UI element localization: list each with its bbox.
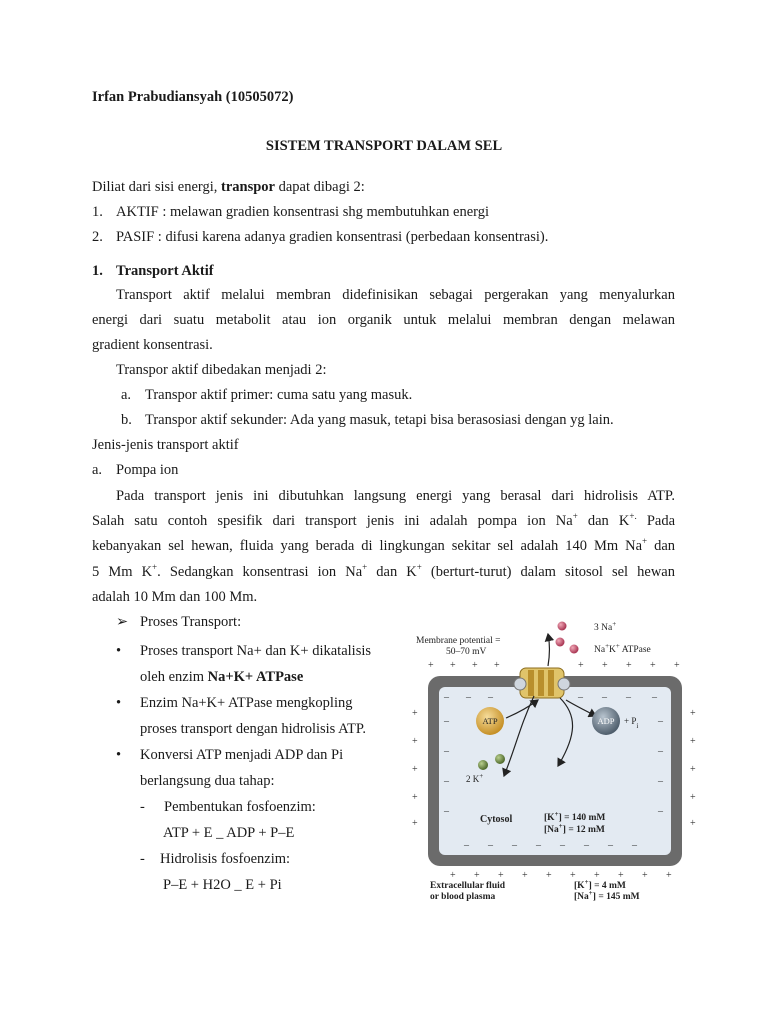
svg-text:–: – bbox=[444, 806, 449, 817]
proses-heading-text: Proses Transport: bbox=[140, 614, 242, 630]
step-text: Hidrolisis fosfoenzim: bbox=[160, 851, 291, 867]
paragraph-line: Transport aktif melalui membran didefinisikan sebagai pergerakan yang menyalurkan bbox=[116, 287, 675, 303]
svg-text:+: + bbox=[412, 764, 418, 775]
paragraph-line bbox=[92, 563, 675, 581]
text-run: kebanyakan sel hewan, fluida yang berada di lingkungan sekitar sel adalah 140 Mm Na bbox=[92, 538, 643, 554]
svg-text:+: + bbox=[690, 818, 696, 829]
step-item bbox=[140, 850, 290, 868]
pump-label: Na+K+ ATPase bbox=[594, 642, 651, 655]
svg-text:+: + bbox=[472, 660, 478, 671]
equation: ATP + E _ ADP + P–E bbox=[163, 825, 295, 841]
paragraph-line: Pada transport jenis ini dibutuhkan langsung energi yang berasal dari hidrolisis ATP. bbox=[116, 488, 675, 504]
atp-label: ATP bbox=[482, 716, 498, 726]
membrane-potential-value: 50–70 mV bbox=[446, 647, 487, 657]
subtype-text: Transpor aktif sekunder: Ada yang masuk, tetapi bisa berasosiasi dengan yg lain. bbox=[145, 412, 614, 428]
svg-text:–: – bbox=[466, 692, 471, 703]
svg-text:+: + bbox=[690, 708, 696, 719]
intro-post: dapat dibagi 2: bbox=[274, 179, 365, 195]
svg-text:–: – bbox=[578, 692, 583, 703]
svg-text:+: + bbox=[494, 660, 500, 671]
svg-text:–: – bbox=[512, 840, 517, 851]
bullet-item bbox=[116, 642, 371, 660]
enzyme-name: Na+K+ ATPase bbox=[207, 669, 304, 685]
step-item bbox=[140, 798, 316, 816]
bullet-icon: • bbox=[116, 747, 122, 763]
membrane-potential-label: Membrane potential = bbox=[416, 636, 501, 646]
svg-text:+: + bbox=[428, 660, 434, 671]
svg-text:+: + bbox=[666, 870, 672, 881]
svg-text:–: – bbox=[608, 840, 613, 851]
type-number: 2. bbox=[92, 229, 103, 245]
bullet-continuation: proses transport dengan hidrolisis ATP. bbox=[140, 721, 366, 737]
paragraph-line bbox=[92, 512, 675, 530]
svg-text:+: + bbox=[642, 870, 648, 881]
k-in-label: 2 K+ bbox=[466, 772, 484, 784]
svg-text:+: + bbox=[690, 792, 696, 803]
svg-text:+: + bbox=[546, 870, 552, 881]
section-heading-transport-aktif bbox=[92, 262, 214, 280]
type-text: PASIF : difusi karena adanya gradien konsentrasi (perbedaan konsentrasi). bbox=[116, 229, 549, 245]
superscript: + bbox=[152, 562, 158, 573]
svg-text:+: + bbox=[498, 870, 504, 881]
intro-pre: Diliat dari sisi energi, bbox=[92, 179, 221, 195]
outer-plus-signs-bottom bbox=[450, 870, 672, 881]
text-run: (berturt-turut) dalam sitosol sel hewan bbox=[421, 564, 675, 580]
svg-text:+: + bbox=[594, 870, 600, 881]
text-run: 5 Mm K bbox=[92, 564, 153, 580]
subtype-text: Transpor aktif primer: cuma satu yang masuk. bbox=[145, 387, 413, 403]
superscript: + bbox=[572, 511, 578, 522]
type-item-aktif bbox=[92, 203, 489, 221]
bullet-continuation bbox=[140, 668, 303, 686]
svg-text:+: + bbox=[674, 660, 680, 671]
svg-text:–: – bbox=[444, 716, 449, 727]
svg-text:–: – bbox=[584, 840, 589, 851]
intro-line bbox=[92, 178, 365, 196]
text-run: dan K bbox=[367, 564, 417, 580]
pompa-ion-item bbox=[92, 461, 178, 479]
bullet-item bbox=[116, 746, 343, 764]
bullet-continuation: berlangsung dua tahap: bbox=[140, 773, 275, 789]
svg-text:+: + bbox=[412, 708, 418, 719]
text-run: dan bbox=[647, 538, 675, 554]
svg-text:+: + bbox=[522, 870, 528, 881]
arrow-bullet-icon: ➢ bbox=[116, 614, 129, 630]
svg-text:–: – bbox=[652, 692, 657, 703]
superscript: +. bbox=[629, 511, 637, 522]
out-na-concentration: [Na+] = 145 mM bbox=[574, 889, 640, 902]
svg-text:–: – bbox=[602, 692, 607, 703]
subtype-letter: b. bbox=[121, 412, 132, 428]
svg-text:+: + bbox=[412, 736, 418, 747]
svg-text:–: – bbox=[488, 692, 493, 703]
na-out-label: 3 Na+ bbox=[594, 620, 617, 633]
pi-label: + $P_i$ bbox=[624, 716, 639, 730]
svg-text:–: – bbox=[658, 776, 663, 787]
out-k-concentration: [K+] = 4 mM bbox=[574, 878, 626, 891]
svg-text:–: – bbox=[626, 692, 631, 703]
item-letter: a. bbox=[92, 462, 103, 478]
svg-text:–: – bbox=[488, 840, 493, 851]
svg-text:+: + bbox=[626, 660, 632, 671]
intro-bold: transpor bbox=[221, 179, 275, 195]
subtype-item-sekunder bbox=[121, 411, 614, 429]
na-k-pump bbox=[514, 668, 570, 698]
jenis-heading: Jenis-jenis transport aktif bbox=[92, 437, 239, 453]
section-heading-text: Transport Aktif bbox=[116, 263, 214, 279]
svg-text:–: – bbox=[658, 746, 663, 757]
svg-text:+: + bbox=[578, 660, 584, 671]
superscript: + bbox=[362, 562, 368, 573]
bullet-item bbox=[116, 694, 352, 712]
adp-label: ADP bbox=[597, 716, 615, 726]
svg-text:+: + bbox=[618, 870, 624, 881]
type-number: 1. bbox=[92, 204, 103, 220]
svg-text:+: + bbox=[570, 870, 576, 881]
subtype-item-primer bbox=[121, 386, 412, 404]
svg-text:+: + bbox=[650, 660, 656, 671]
svg-text:–: – bbox=[464, 840, 469, 851]
text-run: Pada bbox=[636, 513, 675, 529]
bullet-icon: • bbox=[116, 643, 122, 659]
extracellular-label: Extracellular fluid bbox=[430, 881, 506, 891]
dash-icon: - bbox=[140, 851, 145, 867]
svg-text:+: + bbox=[690, 764, 696, 775]
in-na-concentration: [Na+] = 12 mM bbox=[544, 822, 605, 835]
bullet-text: Proses transport Na+ dan K+ dikatalisis bbox=[140, 643, 372, 659]
svg-text:–: – bbox=[444, 776, 449, 787]
svg-text:+: + bbox=[450, 660, 456, 671]
paragraph-line bbox=[92, 537, 675, 555]
paragraph-line: gradient konsentrasi. bbox=[92, 337, 213, 353]
superscript: + bbox=[642, 536, 648, 547]
blood-plasma-label: or blood plasma bbox=[430, 892, 496, 902]
document-title: SISTEM TRANSPORT DALAM SEL bbox=[265, 138, 503, 154]
svg-text:–: – bbox=[658, 716, 663, 727]
k-ion bbox=[495, 754, 505, 764]
svg-text:+: + bbox=[412, 818, 418, 829]
svg-text:–: – bbox=[632, 840, 637, 851]
bullet-icon: • bbox=[116, 695, 122, 711]
bullet-text: Enzim Na+K+ ATPase mengkopling bbox=[140, 695, 353, 711]
svg-text:–: – bbox=[444, 746, 449, 757]
subtype-letter: a. bbox=[121, 387, 132, 403]
text-run: dan K bbox=[577, 513, 630, 529]
type-item-pasif bbox=[92, 228, 548, 246]
proses-heading bbox=[116, 613, 241, 631]
text-run: Salah satu contoh spesifik dari transport jenis ini adalah pompa ion Na bbox=[92, 513, 573, 529]
na-ions-outside bbox=[556, 622, 579, 654]
text-run: . Sedangkan konsentrasi ion Na bbox=[157, 564, 363, 580]
svg-text:+: + bbox=[474, 870, 480, 881]
svg-text:+: + bbox=[690, 736, 696, 747]
svg-text:+: + bbox=[412, 792, 418, 803]
author-line: Irfan Prabudiansyah (10505072) bbox=[92, 89, 294, 105]
superscript: + bbox=[416, 562, 422, 573]
section-number: 1. bbox=[92, 263, 103, 279]
svg-text:–: – bbox=[444, 692, 449, 703]
na-outward-arrow bbox=[548, 634, 550, 666]
svg-text:+: + bbox=[450, 870, 456, 881]
type-text: AKTIF : melawan gradien konsentrasi shg membutuhkan energi bbox=[116, 204, 490, 220]
paragraph-line: adalah 10 Mm dan 100 Mm. bbox=[92, 589, 258, 605]
in-k-concentration: [K+] = 140 mM bbox=[544, 810, 606, 823]
svg-text:–: – bbox=[658, 806, 663, 817]
na-k-atpase-diagram bbox=[408, 616, 704, 906]
svg-text:+: + bbox=[602, 660, 608, 671]
paragraph-line: Transpor aktif dibedakan menjadi 2: bbox=[116, 362, 327, 378]
equation: P–E + H2O _ E + Pi bbox=[163, 877, 282, 893]
step-text: Pembentukan fosfoenzim: bbox=[164, 799, 316, 815]
item-text: Pompa ion bbox=[116, 462, 179, 478]
bullet-text: Konversi ATP menjadi ADP dan Pi bbox=[140, 747, 344, 763]
text-run: oleh enzim bbox=[140, 669, 208, 685]
svg-text:–: – bbox=[536, 840, 541, 851]
dash-icon: - bbox=[140, 799, 145, 815]
svg-text:–: – bbox=[560, 840, 565, 851]
cytosol-label: Cytosol bbox=[480, 814, 513, 825]
paragraph-line: energi dari suatu metabolit atau ion organik untuk melalui membran dengan melawan bbox=[92, 312, 675, 328]
k-ion bbox=[478, 760, 488, 770]
